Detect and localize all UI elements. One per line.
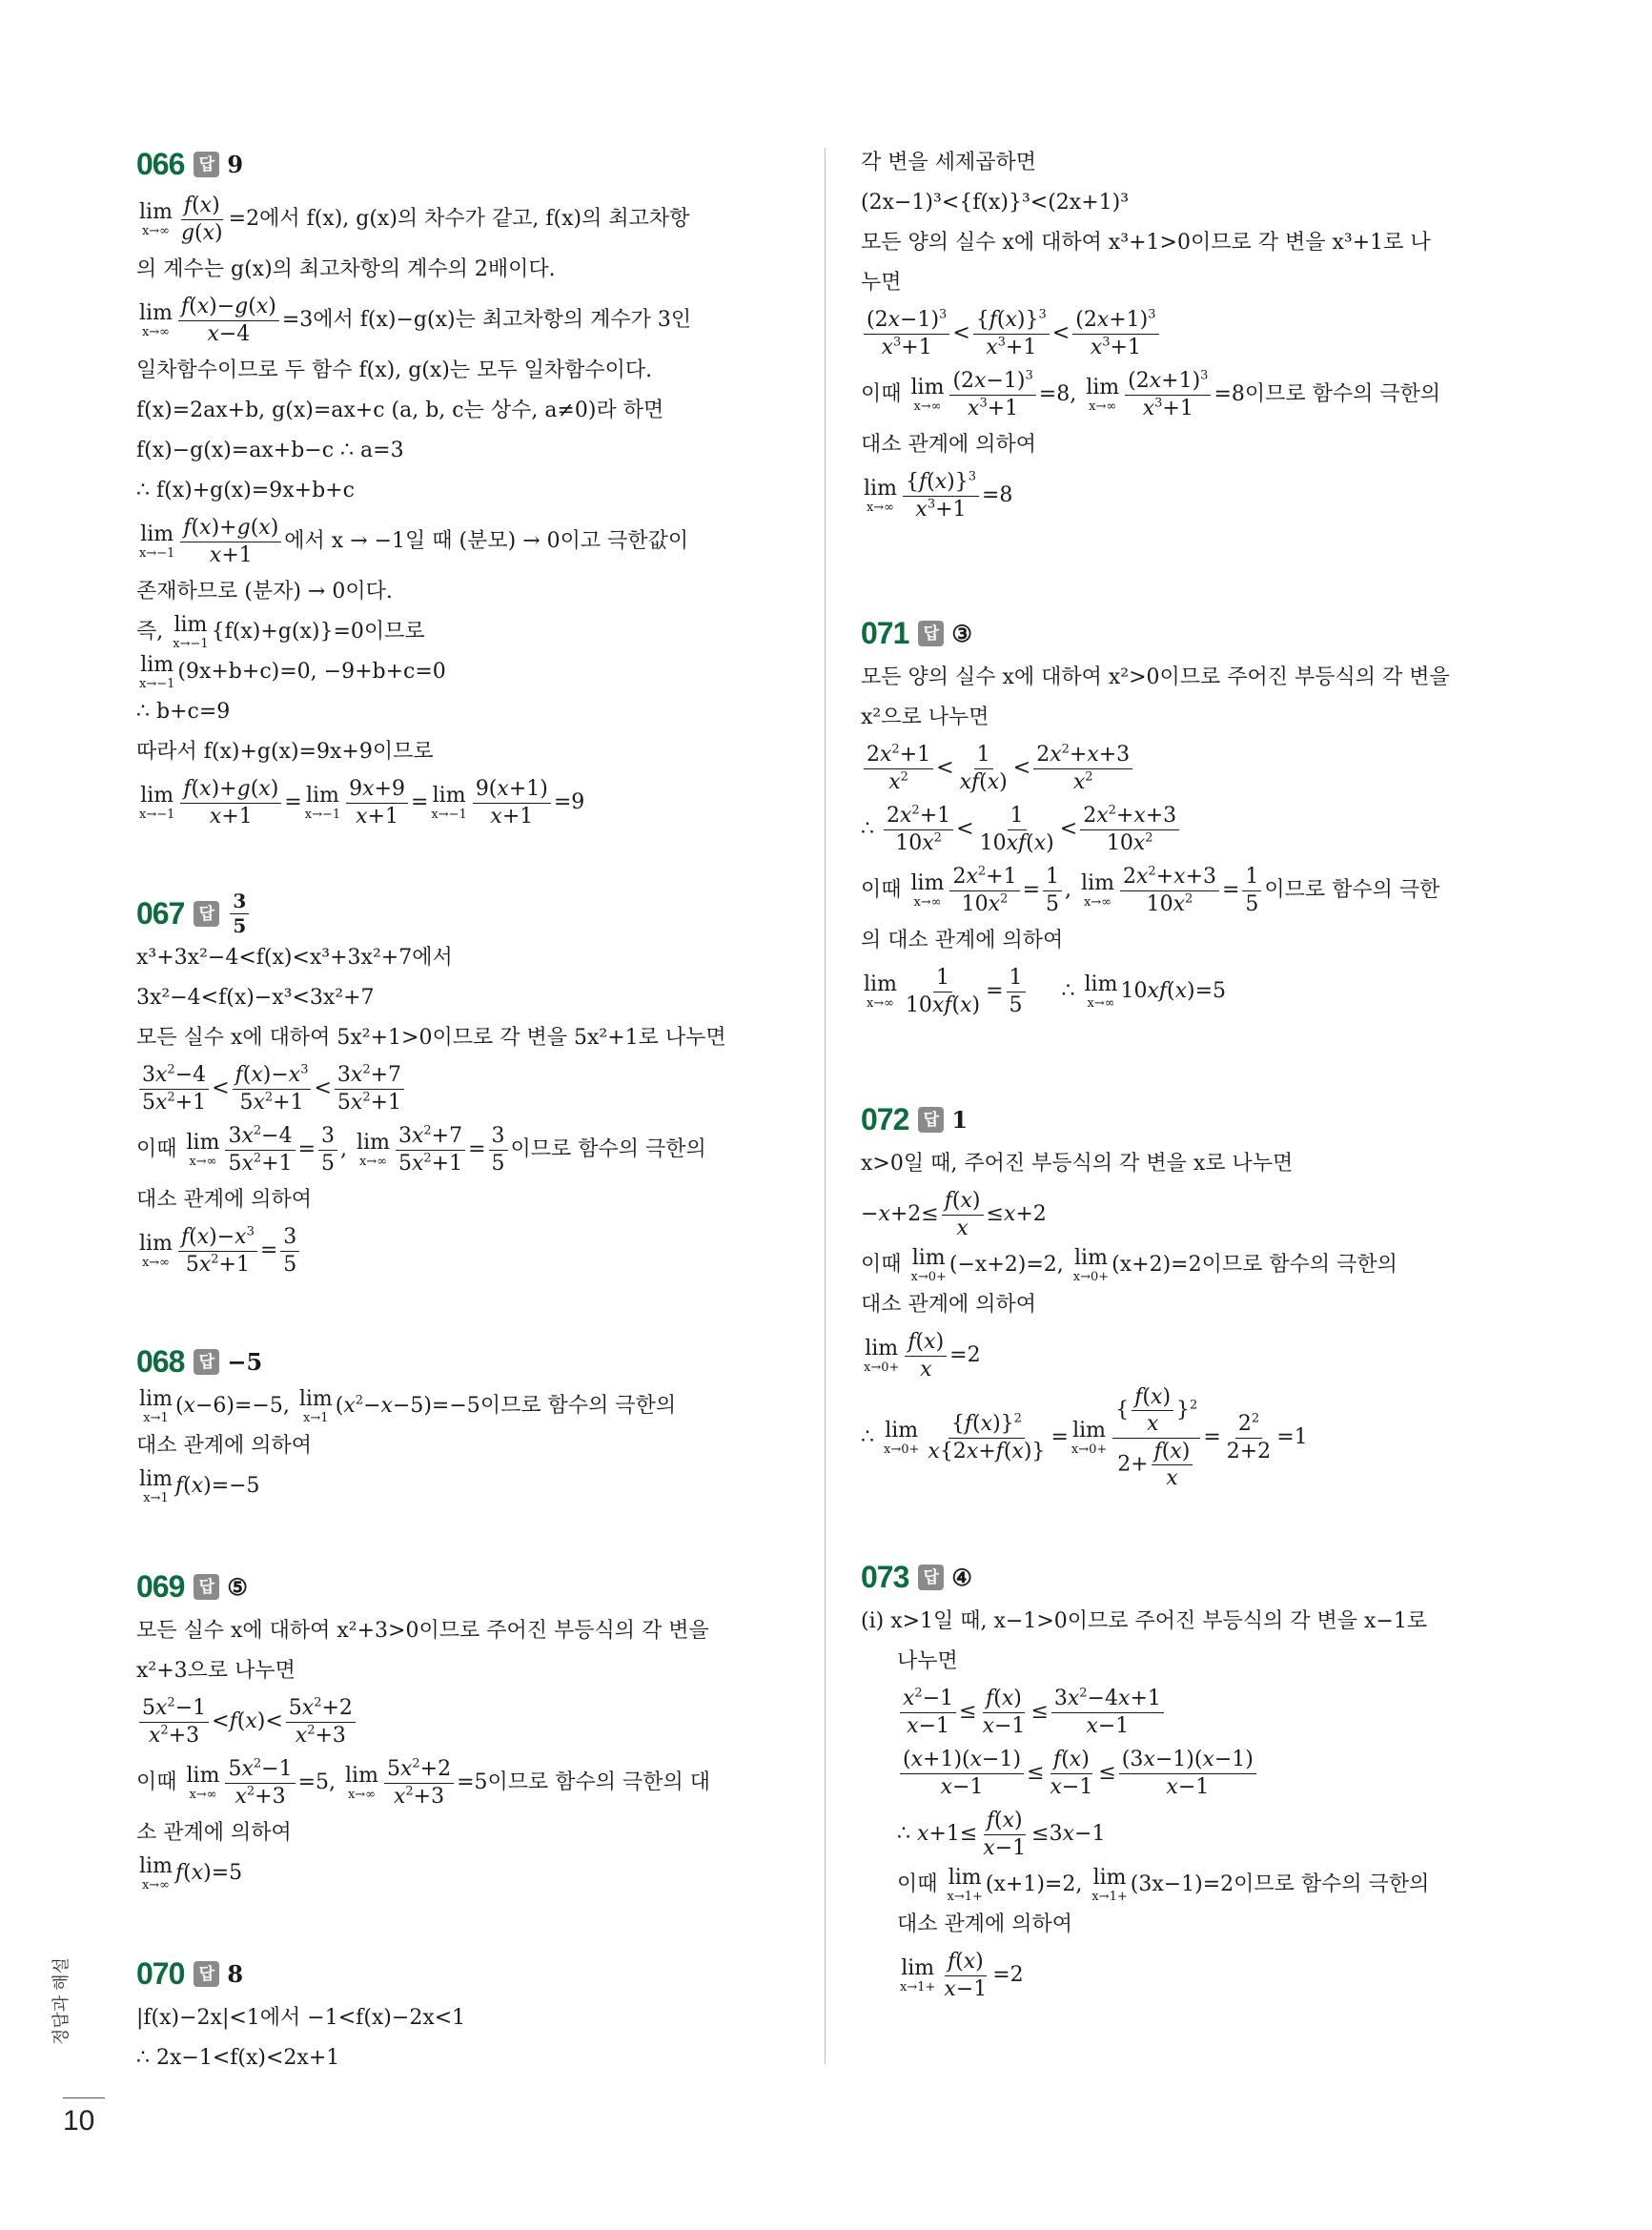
- text: x>0일 때, 주어진 부등식의 각 변을 x로 나누면: [861, 1152, 1294, 1176]
- problem-number: 068: [136, 1343, 185, 1379]
- text: 이때: [136, 1137, 177, 1161]
- text: (x+2)=2이므로 함수의 극한의: [1112, 1253, 1397, 1277]
- answer-badge: 답: [918, 621, 944, 646]
- answer-value: 9: [227, 150, 244, 178]
- answer-value: 1: [951, 1105, 969, 1134]
- text: 일차함수이므로 두 함수 f(x), g(x)는 모두 일차함수이다.: [136, 358, 653, 382]
- text: 이때: [861, 878, 902, 902]
- text: 이때: [136, 1770, 177, 1794]
- answer-denominator: 5: [233, 913, 247, 937]
- answer-badge: 답: [918, 1107, 944, 1133]
- text: =3에서 f(x)−g(x)는 최고차항의 계수가 3인: [281, 308, 692, 332]
- problem-number: 073: [861, 1559, 909, 1594]
- text: 대소 관계에 의하여: [861, 433, 1037, 457]
- text: (x+1)=2,: [985, 1872, 1083, 1896]
- text: 모든 양의 실수 x에 대하여 x³+1>0이므로 각 변을 x³+1로 나: [861, 231, 1431, 255]
- text: 나누면: [897, 1649, 958, 1673]
- answer-badge: 답: [194, 152, 219, 177]
- answer-value: ④: [951, 1563, 972, 1591]
- text: 대소 관계에 의하여: [897, 1913, 1073, 1936]
- text: ∴: [861, 817, 874, 841]
- text: 누면: [861, 271, 902, 295]
- text: (2x−1)³<{f(x)}³<(2x+1)³: [861, 191, 1130, 215]
- problem-072: 072 답 1 x>0일 때, 주어진 부등식의 각 변을 x로 나누면 −x+2≤ $\frac{f(x)}{x}$ ≤x+2 이때 lim x→0+ (−x+2)=2, lim x→0+ (x+2)=2이므로 함수의 극한의 대소 관계에 의하여 lim x→0+ $\frac{f(x)}{x}$ =2 ∴ lim x→0+ $\frac{\{f(x)\}^2}{x\{2x+f(x)\}}$ = lim x→0+ { $\frac{f(x)}{x}$ }$^2$ 2+ $\frac{f(x)}{x}$ = $\frac{2^2}{2+2}$ =1: [861, 1098, 1519, 1489]
- problem-066: 066 답 9 lim x→∞ $\frac{f(x)}{g(x)}$ =2에서 f(x), g(x)의 차수가 같고, f(x)의 최고차항 의 계수는 g(x)의 최고차항의 계수의 2배이다. lim x→∞ $\frac{f(x)-g(x)}{x-4}$ =3에서 f(x)−g(x)는 최고차항의 계수가 3인 일차함수이므로 두 함수 f(x), g(x)는 모두 일차함수이다. f(x)=2ax+b, g(x)=ax+c (a, b, c는 상수, a≠0)라 하면 f(x)−g(x)=ax+b−c ∴ a=3 ∴ f(x)+g(x)=9x+b+c lim x→−1 $\frac{f(x)+g(x)}{x+1}$ 에서 x → −1일 때 (분모) → 0이고 극한값이 존재하므로 (분자) → 0이다. 즉, lim x→−1 {f(x)+g(x)}=0이므로 lim x→−1 (9x+b+c)=0, −9+b+c=0 ∴ b+c=9 따라서 f(x)+g(x)=9x+9이므로 lim x→−1 $\frac{f(x)+g(x)}{x+1}$ = lim x→−1 $\frac{9x+9}{x+1}$ = lim x→−1 $\frac{9(x+1)}{x+1}$ =9: [136, 143, 794, 833]
- text: ∴: [861, 1425, 874, 1449]
- text: 각 변을 세제곱하면: [861, 151, 1037, 174]
- problem-number: 070: [136, 1955, 185, 1991]
- answer-numerator: 3: [230, 891, 249, 914]
- text: 따라서 f(x)+g(x)=9x+9이므로: [136, 740, 434, 764]
- text: f(x)=2ax+b, g(x)=ax+c (a, b, c는 상수, a≠0)라 하면: [136, 399, 664, 422]
- side-label: 정답과 해설: [51, 1957, 71, 2045]
- problem-number: 066: [136, 146, 185, 181]
- text: =8이므로 함수의 극한의: [1214, 382, 1441, 406]
- text: =2에서 f(x), g(x)의 차수가 같고, f(x)의 최고차항: [228, 207, 690, 231]
- problem-073: 073 답 ④ (ⅰ) x>1일 때, x−1>0이므로 주어진 부등식의 각 변을 x−1로 나누면 $\frac{x^2-1}{x-1}$ ≤ $\frac{f(x)}{x-1}$ ≤ $\frac{3x^2-4x+1}{x-1}$ $\frac{(x+1)(x-1)}{x-1}$ ≤ $\frac{f(x)}{x-1}$ ≤ $\frac{(3x-1)(x-1)}{x-1}$ ∴ x+1≤ $\frac{f(x)}{x-1}$ ≤3x−1 이때 lim x→1+ (x+1)=2, lim x→1+ (3x−1)=2이므로 함수의 극한의 대소 관계에 의하여 lim x→1+ $\frac{f(x)}{x-1}$ =2: [861, 1556, 1519, 2006]
- text: 모든 실수 x에 대하여 5x²+1>0이므로 각 변을 5x²+1로 나누면: [136, 1026, 726, 1050]
- text: 의 대소 관계에 의하여: [861, 929, 1064, 952]
- text: |f(x)−2x|<1에서 −1<f(x)−2x<1: [136, 2006, 466, 2030]
- text: 이때: [861, 1253, 902, 1277]
- text: 이므로 함수의 극한의: [479, 1394, 677, 1418]
- problem-071: 071 답 ③ 모든 양의 실수 x에 대하여 x²>0이므로 주어진 부등식의 각 변을 x²으로 나누면 $\frac{2x^2+1}{x^2}$ < $\frac{1}{xf(x)}$ < $\frac{2x^2+x+3}{x^2}$ ∴ $\frac{2x^2+1}{10x^2}$ < $\frac{1}{10xf(x)}$ < $\frac{2x^2+x+3}{10x^2}$ 이때 lim x→∞ $\frac{2x^2+1}{10x^2}$ = $\frac{1}{5}$ , lim x→∞ $\frac{2x^2+x+3}{10x^2}$ = $\frac{1}{5}$ 이므로 함수의 극한 의 대소 관계에 의하여 lim x→∞ $\frac{1}{10xf(x)}$ = $\frac{1}{5}$ ∴ lim x→∞ 10xf(x)=5: [861, 612, 1519, 1022]
- text: x³+3x²−4<f(x)<x³+3x²+7에서: [136, 946, 453, 970]
- problem-number: 072: [861, 1101, 909, 1136]
- answer-badge: 답: [194, 1961, 219, 1987]
- text: 소 관계에 의하여: [136, 1821, 292, 1845]
- text: 이때: [897, 1872, 938, 1896]
- text: f(x)−g(x)=ax+b−c ∴ a=3: [136, 439, 404, 462]
- problem-068: 068 답 −5 lim x→1 (x−6)=−5, lim x→1 $(x^2-x-5)=-5$이므로 함수의 극한의 대소 관계에 의하여 lim x→1 f(x)=−5: [136, 1340, 794, 1506]
- problem-number: 067: [136, 895, 185, 931]
- problem-number: 069: [136, 1568, 185, 1604]
- text: 대소 관계에 의하여: [861, 1293, 1037, 1317]
- text: 모든 양의 실수 x에 대하여 x²>0이므로 주어진 부등식의 각 변을: [861, 665, 1450, 689]
- text: ∴: [897, 1822, 910, 1846]
- column-divider: [825, 148, 826, 2064]
- text: ∴ f(x)+g(x)=9x+b+c: [136, 479, 355, 502]
- answer-badge: 답: [194, 1349, 219, 1375]
- text: {f(x)+g(x)}=0이므로: [211, 620, 425, 644]
- text: 이때: [861, 382, 902, 406]
- problem-070: [136, 1953, 794, 2078]
- answer-value: ③: [951, 619, 972, 647]
- page-number: 10: [63, 2105, 95, 2137]
- text: 대소 관계에 의하여: [136, 1434, 313, 1458]
- answer-value: −5: [227, 1347, 263, 1376]
- problem-067: 067 답 $\frac{3}{5}$ x³+3x²−4<f(x)<x³+3x²+7에서 3x²−4<f(x)−x³<3x²+7 모든 실수 x에 대하여 5x²+1>0이므로 각 변을 5x²+1로 나누면 $\frac{3x^2-4}{5x^2+1}$ < $\frac{f(x)-x^3}{5x^2+1}$ < $\frac{3x^2+7}{5x^2+1}$ 이때 lim x→∞ $\frac{3x^2-4}{5x^2+1}$ = $\frac{3}{5}$ , lim x→∞ $\frac{3x^2+7}{5x^2+1}$ = $\frac{3}{5}$ 이므로 함수의 극한의 대소 관계에 의하여 lim x→∞ $\frac{f(x)-x^3}{5x^2+1}$ = $\frac{3}{5}$: [136, 892, 794, 1281]
- problem-069: 069 답 ⑤ 모든 실수 x에 대하여 x²+3>0이므로 주어진 부등식의 각 변을 x²+3으로 나누면 $\frac{5x^2-1}{x^2+3}$ <f(x)< $\frac{5x^2+2}{x^2+3}$ 이때 lim x→∞ $\frac{5x^2-1}{x^2+3}$ =5, lim x→∞ $\frac{5x^2+2}{x^2+3}$ =5이므로 함수의 극한의 대 소 관계에 의하여 lim x→∞ f(x)=5: [136, 1565, 794, 1893]
- problem-070-continued: 각 변을 세제곱하면 (2x−1)³<{f(x)}³<(2x+1)³ 모든 양의 실수 x에 대하여 x³+1>0이므로 각 변을 x³+1로 나 누면 $\frac{(2x-1)^3}{x^3+1}$ < $\frac{\{f(x)\}^3}{x^3+1}$ < $\frac{(2x+1)^3}{x^3+1}$ 이때 lim x→∞ $\frac{(2x-1)^3}{x^3+1}$ =8, lim x→∞ $\frac{(2x+1)^3}{x^3+1}$ =8이므로 함수의 극한의 대소 관계에 의하여 lim x→∞ $\frac{\{f(x)\}^3}{x^3+1}$ =8: [861, 143, 1519, 526]
- problem-number: 071: [861, 615, 909, 650]
- answer-value: ⑤: [227, 1572, 248, 1601]
- answer-badge: 답: [918, 1565, 944, 1590]
- right-column: [861, 143, 1519, 2065]
- text: (−x+2)=2,: [948, 1253, 1064, 1277]
- text: (ⅰ) x>1일 때, x−1>0이므로 주어진 부등식의 각 변을 x−1로: [861, 1609, 1428, 1633]
- text: 즉,: [136, 620, 164, 644]
- answer-badge: 답: [194, 901, 219, 927]
- text: 이므로 함수의 극한: [1264, 878, 1440, 902]
- text: (9x+b+c)=0, −9+b+c=0: [177, 660, 446, 684]
- answer-badge: 답: [194, 1574, 219, 1600]
- text: ∴ b+c=9: [136, 700, 231, 724]
- text: ∴ 2x−1<f(x)<2x+1: [136, 2046, 340, 2070]
- left-column: [136, 143, 794, 2138]
- side-divider: [63, 2097, 105, 2098]
- text: x²으로 나누면: [861, 706, 989, 729]
- text: 존재하므로 (분자) → 0이다.: [136, 580, 393, 604]
- text: =5이므로 함수의 극한의 대: [457, 1770, 711, 1794]
- text: 대소 관계에 의하여: [136, 1188, 313, 1212]
- text: x²+3으로 나누면: [136, 1659, 296, 1683]
- text: 모든 실수 x에 대하여 x²+3>0이므로 주어진 부등식의 각 변을: [136, 1619, 709, 1643]
- text: 에서 x → −1일 때 (분모) → 0이고 극한값이: [284, 529, 689, 553]
- text: (3x−1)=2이므로 함수의 극한의: [1130, 1872, 1430, 1896]
- text: 이므로 함수의 극한의: [510, 1137, 706, 1161]
- text: 의 계수는 g(x)의 최고차항의 계수의 2배이다.: [136, 257, 556, 281]
- text: 3x²−4<f(x)−x³<3x²+7: [136, 986, 375, 1010]
- answer-value: 8: [227, 1959, 244, 1988]
